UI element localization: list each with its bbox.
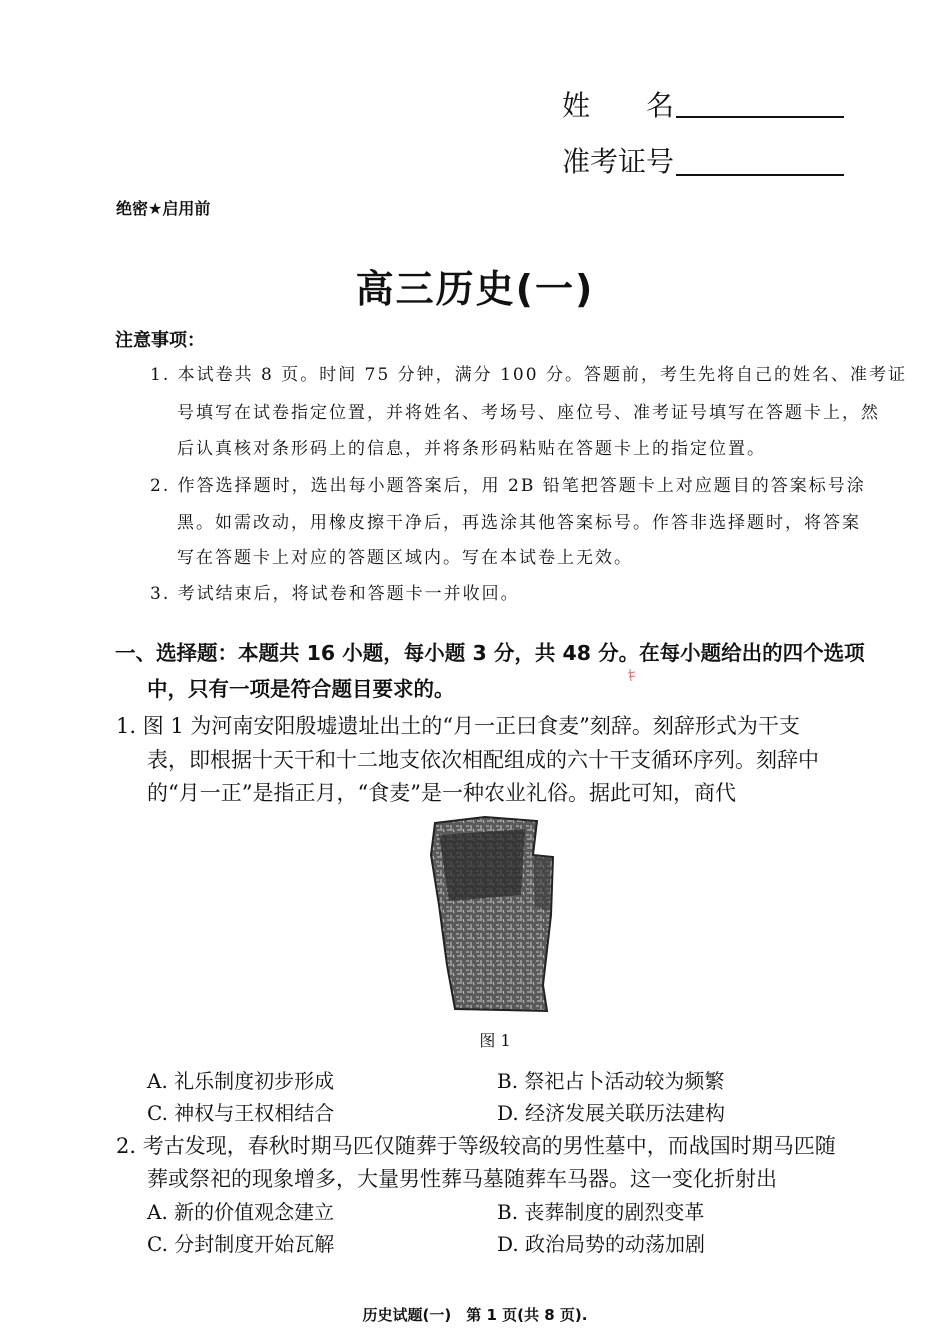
question-1-line1: 1. 图 1 为河南安阳殷墟遗址出土的“月一正曰食麦”刻辞。刻辞形式为干支 <box>116 714 800 738</box>
exam-title: 高三历史(一) <box>355 267 595 311</box>
notice-line: 2. 作答选择题时，选出每小题答案后，用 2B 铅笔把答题卡上对应题目的答案标号涂 <box>150 476 866 496</box>
question-1-line2: 表，即根据十天干和十二地支依次相配组成的六十干支循环序列。刻辞中 <box>147 748 819 772</box>
confidential-mark: 绝密★启用前 <box>116 199 211 218</box>
question-2-line2: 葬或祭祀的现象增多，大量男性葬马墓随葬车马器。这一变化折射出 <box>147 1167 777 1191</box>
name-label: 姓 名 <box>562 89 675 122</box>
pencil-mark-icon <box>628 668 636 682</box>
notice-line: 号填写在试卷指定位置，并将姓名、考场号、座位号、准考证号填写在答题卡上，然 <box>177 403 880 423</box>
figure-1-caption: 图 1 <box>479 1031 511 1050</box>
question-2-line1: 2. 考古发现，春秋时期马匹仅随葬于等级较高的男性墓中，而战国时期马匹随 <box>116 1134 836 1158</box>
q2-option-c[interactable]: C. 分封制度开始瓦解 <box>147 1232 335 1256</box>
notice-heading: 注意事项： <box>115 330 205 351</box>
section-heading-line1: 一、选择题：本题共 16 小题，每小题 3 分，共 48 分。在每小题给出的四个选项 <box>115 641 865 665</box>
exam-id-label: 准考证号 <box>562 145 675 178</box>
notice-line: 黑。如需改动，用橡皮擦干净后，再选涂其他答案标号。作答非选择题时，将答案 <box>177 513 861 533</box>
page-footer: 历史试题(一) 第 1 页(共 8 页). <box>362 1306 588 1324</box>
notice-line: 写在答题卡上对应的答题区域内。写在本试卷上无效。 <box>177 548 633 568</box>
q1-option-c[interactable]: C. 神权与王权相结合 <box>147 1101 335 1125</box>
name-blank-line[interactable] <box>676 116 844 118</box>
question-1-line3: 的“月一正”是指正月，“食麦”是一种农业礼俗。据此可知，商代 <box>147 781 736 805</box>
exam-id-blank-line[interactable] <box>676 174 844 176</box>
oracle-bone-inscription-image <box>425 815 565 1015</box>
notice-line: 1. 本试卷共 8 页。时间 75 分钟，满分 100 分。答题前，考生先将自己的姓名、准考证 <box>150 365 907 385</box>
q1-option-a[interactable]: A. 礼乐制度初步形成 <box>147 1069 335 1093</box>
section-heading-line2: 中，只有一项是符合题目要求的。 <box>147 677 455 701</box>
q2-option-b[interactable]: B. 丧葬制度的剧烈变革 <box>497 1200 705 1224</box>
notice-line: 后认真核对条形码上的信息，并将条形码粘贴在答题卡上的指定位置。 <box>177 439 766 459</box>
notice-line: 3. 考试结束后，将试卷和答题卡一并收回。 <box>150 584 520 604</box>
q2-option-a[interactable]: A. 新的价值观念建立 <box>147 1200 335 1224</box>
q1-option-b[interactable]: B. 祭祀占卜活动较为频繁 <box>497 1069 725 1093</box>
q2-option-d[interactable]: D. 政治局势的动荡加剧 <box>497 1232 706 1256</box>
q1-option-d[interactable]: D. 经济发展关联历法建构 <box>497 1101 726 1125</box>
